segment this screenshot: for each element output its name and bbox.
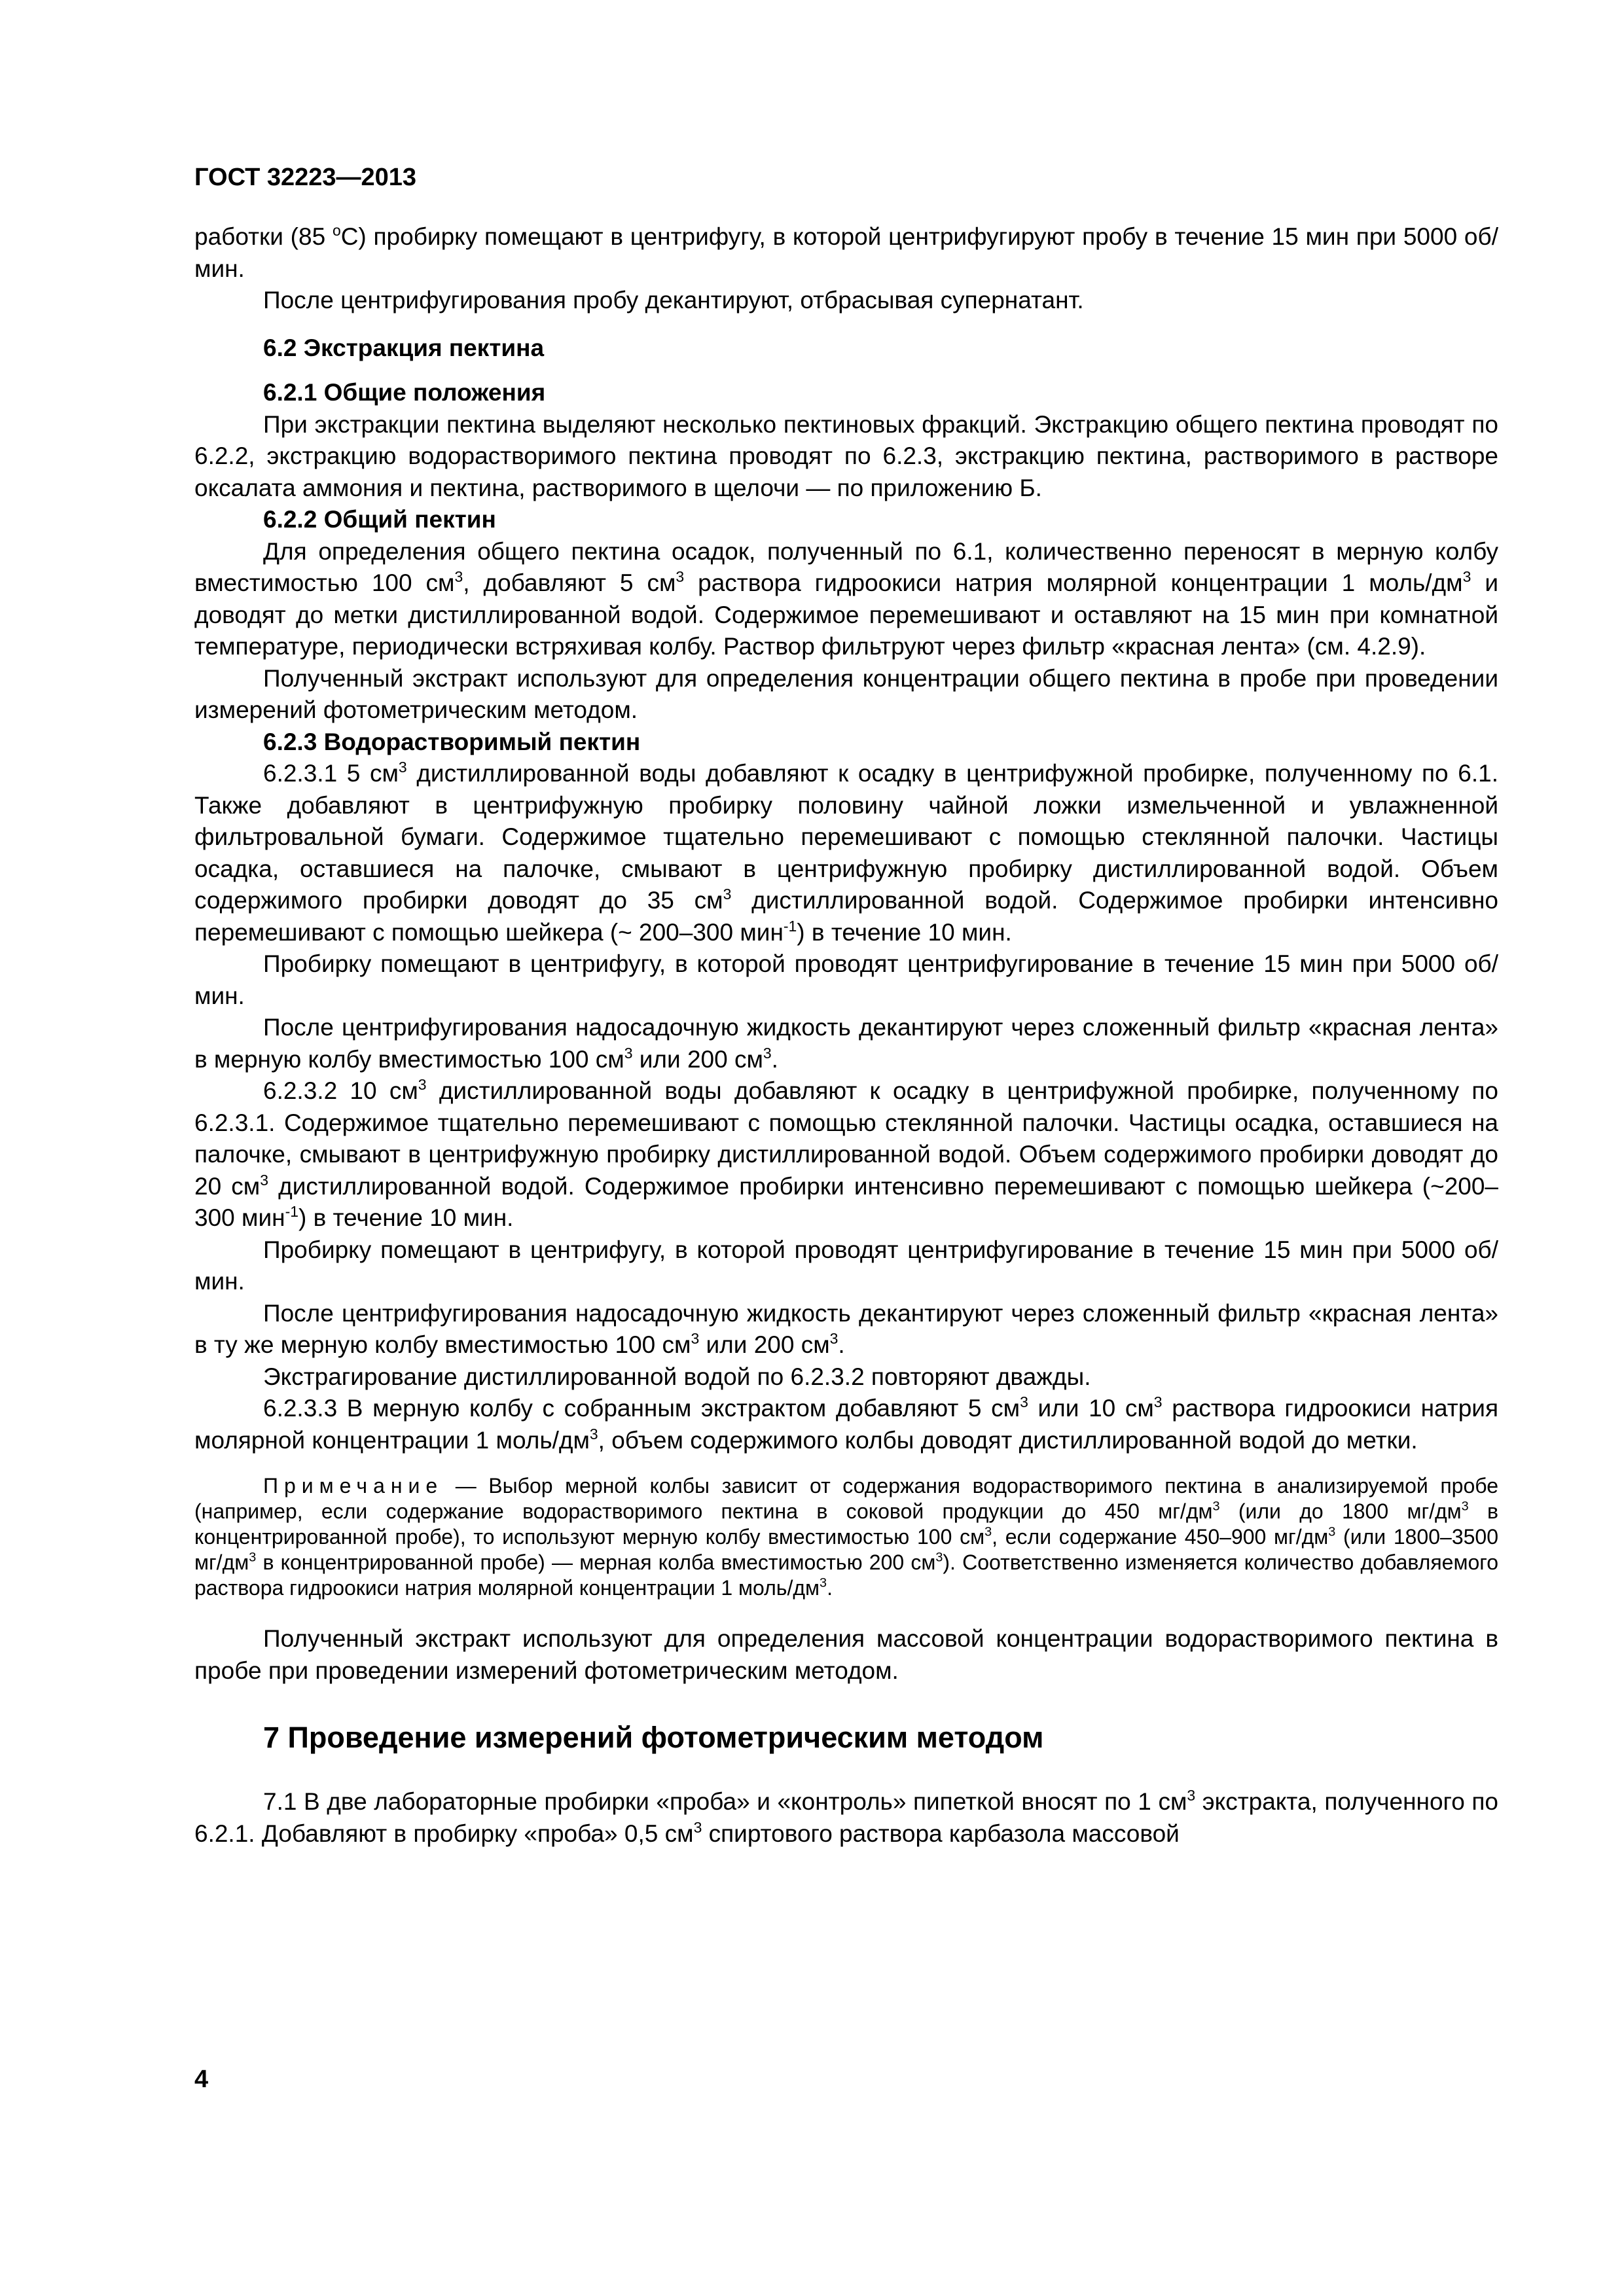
paragraph-12: Экстрагирование дистиллированной водой по 6.2.3.2 повторяют дважды. (263, 1363, 1091, 1390)
paragraph-7-1: 7.1 В две лабораторные пробирки «проба» и «контроль» пипеткой вносят по 1 $см^3$ экстракта, полученного по 6.2.1. Добавляют в пробирку «проба» 0,5 $см^3$ спиртового раствора карбазола массовой (194, 1786, 1498, 1847)
paragraph-6-2-3-2: 6.2.3.2 10 $см^3$ дистиллированной воды добавляют к осадку в центрифужной пробирке, полученному по 6.2.3.1. Содержимое тщательно перемешивают с помощью стеклянной палочки. Частицы осадка, оставшиеся на палочке, смывают в центрифужную пробирку дистиллированной водой. Объем содержимого пробирки доводят до 20 $см^3$ дистиллированной водой. Содержимое пробирки интенсивно перемешивают с помощью шейкера (~200–300 мин$^{-1}$) в течение 10 мин. (194, 1075, 1498, 1231)
heading-6-2: 6.2 Экстракция пектина (263, 334, 545, 361)
paragraph-14: Полученный экстракт используют для определения массовой концентрации водорастворимого пектина в пробе при проведении измерений фотометрическим методом. (194, 1625, 1498, 1684)
heading-6-2-2: 6.2.2 Общий пектин (263, 506, 496, 533)
page-number: 4 (194, 2066, 209, 2093)
paragraph-6-2-3-3: 6.2.3.3 В мерную колбу с собранным экстрактом добавляют 5 $см^3$ или 10 $см^3$ раствора гидроокиси натрия молярной концентрации 1 моль/$дм^3$, объем содержимого колбы доводят дистиллированной водой до метки. (194, 1393, 1498, 1454)
heading-6-2-3: 6.2.3 Водорастворимый пектин (263, 728, 641, 755)
paragraph-10: Пробирку помещают в центрифугу, в которой проводят центрифугирование в течение 15 мин при 5000 об/мин. (194, 1236, 1498, 1295)
paragraph-5: Полученный экстракт используют для определения концентрации общего пектина в пробе при проведении измерений фотометрическим методом. (194, 664, 1498, 723)
paragraph-11: После центрифугирования надосадочную жидкость декантируют через сложенный фильтр «красная лента» в ту же мерную колбу вместимостью 100 $см^3$ или 200 $см^3$. (194, 1299, 1498, 1358)
section-7-heading: 7 Проведение измерений фотометрическим методом (263, 1721, 1044, 1754)
document-body (194, 221, 1498, 1850)
paragraph-2: После центрифугирования пробу декантируют, отбрасывая супернатант. (263, 287, 1084, 314)
document-header: ГОСТ 32223—2013 (194, 164, 417, 191)
heading-6-2-1: 6.2.1 Общие положения (263, 379, 546, 406)
note-label: Примечание (263, 1474, 444, 1498)
paragraph-1: работки (85 $^o$С) пробирку помещают в центрифугу, в которой центрифугируют пробу в течение 15 мин при 5000 об/мин. (194, 221, 1498, 282)
paragraph-3: При экстракции пектина выделяют несколько пектиновых фракций. Экстракцию общего пектина проводят по 6.2.2, экстракцию водорастворимого пектина проводят по 6.2.3, экстракцию пектина, растворимого в растворе оксалата аммония и пектина, растворимого в щелочи — по приложению Б. (194, 410, 1498, 501)
note-block: Примечание — Выбор мерной колбы зависит от содержания водорастворимого пектина в анализируемой пробе (например, если содержание водорастворимого пектина в соковой продукции до 450 $мг/дм^3$ (или до 1800 $мг/дм^3$ в концентрированной пробе), то используют мерную колбу вместимостью 100 $см^3$, если содержание 450–900 $мг/дм^3$ (или 1800–3500 $мг/дм^3$ в концентрированной пробе) — мерная колба вместимостью 200 $см^3$). Соответственно изменяется количество добавляемого раствора гидроокиси натрия молярной концентрации 1 моль/$дм^3$. (194, 1474, 1499, 1600)
paragraph-7: Пробирку помещают в центрифугу, в которой проводят центрифугирование в течение 15 мин при 5000 об/мин. (194, 950, 1498, 1009)
paragraph-8: После центрифугирования надосадочную жидкость декантируют через сложенный фильтр «красная лента» в мерную колбу вместимостью 100 $см^3$ или 200 $см^3$. (194, 1014, 1498, 1073)
paragraph-4: Для определения общего пектина осадок, полученный по 6.1, количественно переносят в мерную колбу вместимостью 100 $см^3$, добавляют 5 $см^3$ раствора гидроокиси натрия молярной концентрации 1 моль/$дм^3$ и доводят до метки дистиллированной водой. Содержимое перемешивают и оставляют на 15 мин при комнатной температуре, периодически встряхивая колбу. Раствор фильтруют через фильтр «красная лента» (см. 4.2.9). (194, 537, 1498, 660)
paragraph-6-2-3-1: 6.2.3.1 5 $см^3$ дистиллированной воды добавляют к осадку в центрифужной пробирке, полученному по 6.1. Также добавляют в центрифужную пробирку половину чайной ложки измельченной и увлажненной фильтровальной бумаги. Содержимое тщательно перемешивают с помощью стеклянной палочки. Частицы осадка, оставшиеся на палочке, смывают в центрифужную пробирку дистиллированной водой. Объем содержимого пробирки доводят до 35 $см^3$ дистиллированной водой. Содержимое пробирки интенсивно перемешивают с помощью шейкера (~ 200–300 мин$^{-1}$) в течение 10 мин. (194, 758, 1498, 946)
